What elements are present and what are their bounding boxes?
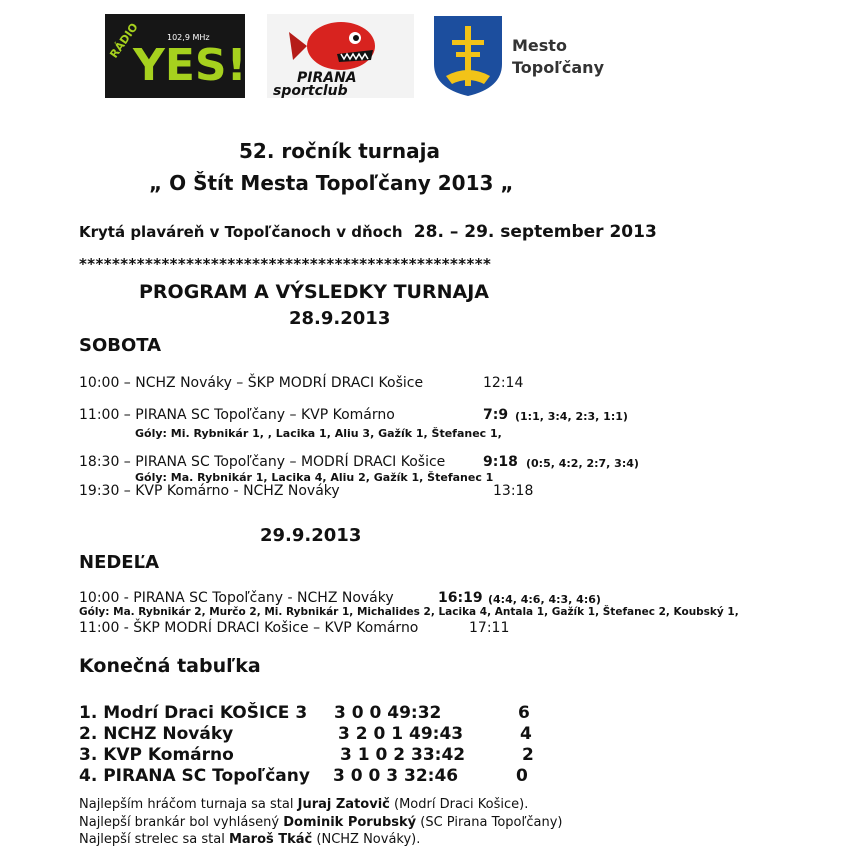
standings-row-4-team: 4. PIRANA SC Topoľčany — [79, 766, 310, 786]
award-best-player-club: (Modrí Draci Košice). — [389, 797, 529, 812]
crest-line1: Mesto — [512, 36, 567, 55]
award-top-scorer-label: Najlepší strelec sa stal — [79, 832, 229, 847]
standings-row-2-stats: 3 2 0 1 49:43 — [338, 724, 464, 744]
yes-wordmark: YES! — [133, 40, 245, 91]
match-2-score: 7:9 — [483, 407, 509, 423]
venue-text — [79, 222, 657, 242]
match-5: 10:00 - PIRANA SC Topoľčany - NCHZ Nováky — [79, 590, 394, 606]
award-top-scorer-club: (NCHZ Nováky). — [312, 832, 421, 847]
day2-date: 29.9.2013 — [260, 525, 362, 546]
match-2: 11:00 – PIRANA SC Topoľčany – KVP Komárno — [79, 407, 395, 423]
pirana-wordmark: PIRANA — [297, 70, 357, 86]
match-5-score: 16:19 — [438, 590, 483, 606]
mesto-topolcany-logo — [432, 14, 612, 98]
match-2-goals: Góly: Mi. Rybnikár 1, , Lacika 1, Aliu 3, Gažík 1, Štefanec 1, — [135, 427, 502, 440]
standings-row-2-team: 2. NCHZ Nováky — [79, 724, 234, 744]
standings-row-4-points: 0 — [516, 766, 528, 786]
match-6-score: 17:11 — [469, 620, 510, 636]
standings-row-4-stats: 3 0 0 3 32:46 — [333, 766, 459, 786]
match-5-goals: Góly: Ma. Rybnikár 2, Murčo 2, Mi. Rybnikár 1, Michalides 2, Lacika 4, Antala 1, Gažík 1, Štefanec 2, Koubský 1, — [79, 606, 739, 618]
standings-row-3-points: 2 — [522, 745, 534, 765]
award-best-goalkeeper-club: (SC Pirana Topoľčany) — [416, 815, 563, 830]
match-2-quarters: (1:1, 3:4, 2:3, 1:1) — [515, 410, 628, 423]
standings-row-3-team: 3. KVP Komárno — [79, 745, 234, 765]
award-best-player-label: Najlepším hráčom turnaja sa stal — [79, 797, 298, 812]
pirana-sportclub-logo — [267, 14, 414, 98]
match-1-score: 12:14 — [483, 375, 524, 391]
match-3-quarters: (0:5, 4:2, 2:7, 3:4) — [526, 457, 639, 470]
standings-row-1-team: 1. Modrí Draci KOŠICE 3 — [79, 703, 308, 723]
sportclub-wordmark: sportclub — [273, 83, 348, 98]
standings-row-3-stats: 3 1 0 2 33:42 — [340, 745, 466, 765]
day1-name: SOBOTA — [79, 335, 162, 356]
match-5-quarters: (4:4, 4:6, 4:3, 4:6) — [488, 593, 601, 606]
venue-label: Krytá plaváreň v Topoľčanoch v dňoch — [79, 223, 403, 241]
frequency-label: 102,9 MHz — [167, 33, 210, 42]
venue-dates: 28. – 29. september 2013 — [413, 222, 657, 242]
day1-date: 28.9.2013 — [289, 308, 391, 329]
program-heading: PROGRAM A VÝSLEDKY TURNAJA — [139, 281, 489, 303]
city-crest-icon — [432, 14, 504, 98]
crest-line2: Topoľčany — [512, 58, 604, 77]
radio-yes-logo — [105, 14, 245, 98]
award-best-goalkeeper — [79, 815, 563, 830]
award-top-scorer-name: Maroš Tkáč — [228, 832, 313, 847]
standings-row-2-points: 4 — [520, 724, 532, 744]
piranha-icon — [267, 14, 414, 98]
award-best-player-name: Juraj Zatovič — [297, 797, 390, 812]
standings-heading: Konečná tabuľka — [79, 655, 261, 677]
radio-label: RÁDIO — [107, 20, 141, 61]
match-1: 10:00 – NCHZ Nováky – ŠKP MODRÍ DRACI Košice — [79, 375, 424, 391]
match-6: 11:00 - ŠKP MODRÍ DRACI Košice – KVP Komárno — [79, 620, 419, 636]
radio-yes-logo-graphic — [105, 14, 245, 98]
tournament-name-title: „ O Štít Mesta Topoľčany 2013 „ — [149, 171, 514, 195]
standings-row-1-stats: 3 0 0 49:32 — [334, 703, 442, 723]
stars-divider: ************************************************** — [79, 255, 492, 273]
tournament-edition-title: 52. ročník turnaja — [239, 139, 440, 163]
award-top-scorer — [79, 832, 420, 847]
award-best-goalkeeper-name: Dominik Porubský — [283, 815, 417, 830]
award-best-goalkeeper-label: Najlepší brankár bol vyhlásený — [79, 815, 284, 830]
match-4-score: 13:18 — [493, 483, 534, 499]
standings-row-1-points: 6 — [518, 703, 530, 723]
match-3-score: 9:18 — [483, 454, 518, 470]
match-3: 18:30 – PIRANA SC Topoľčany – MODRÍ DRACI Košice — [79, 454, 446, 470]
day2-name: NEDEĽA — [79, 552, 159, 573]
match-4: 19:30 – KVP Komárno - NCHZ Nováky — [79, 483, 340, 499]
match-3-goals: Góly: Ma. Rybnikár 1, Lacika 4, Aliu 2, Gažík 1, Štefanec 1 — [135, 471, 494, 484]
award-best-player — [79, 797, 528, 812]
